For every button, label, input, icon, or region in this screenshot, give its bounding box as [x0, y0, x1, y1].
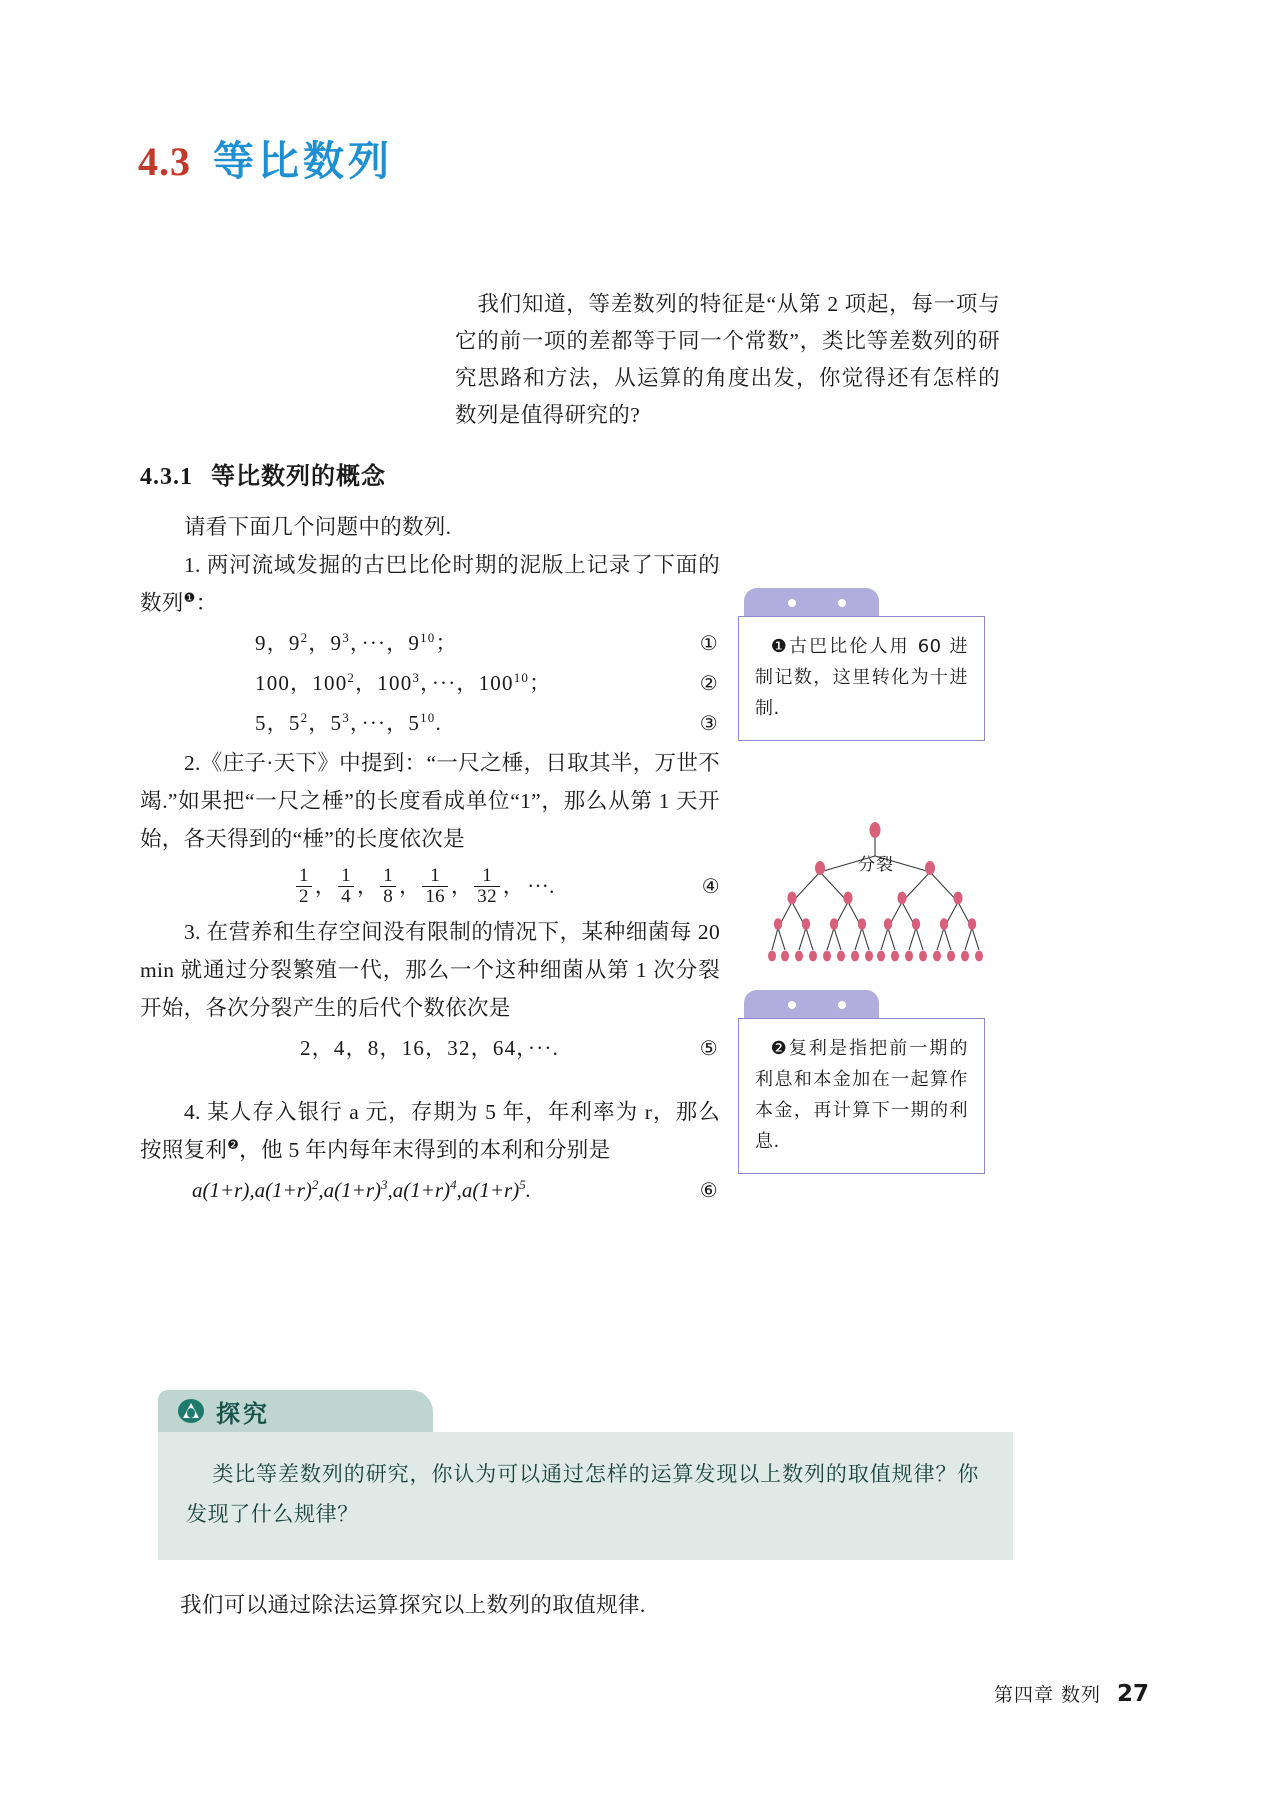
sequence-3-tag: ③ [699, 711, 718, 735]
problem-4-text-b: ，他 5 年内每年末得到的本利和分别是 [239, 1137, 611, 1162]
explore-text: 类比等差数列的研究，你认为可以通过怎样的运算发现以上数列的取值规律？你发现了什么规律？ [186, 1462, 979, 1526]
note-marker-2: ❷ [769, 1038, 789, 1059]
sequence-5-tag: ⑤ [699, 1035, 718, 1060]
explore-tab [158, 1390, 433, 1432]
explore-label: 探究 [216, 1399, 270, 1428]
fraction-list: $\frac{1}{2}$ ， $\frac{1}{4}$ ， $\frac{1}{8}$ ， $\frac{1}{16}$ ， $\frac{1}{32}$ ， ···. [295, 866, 556, 907]
sequence-6-expression: $a(1+r),a(1+r)^2,a(1+r)^3,a(1+r)^4,a(1+r)^5$. [192, 1176, 531, 1202]
figure-label: 分裂 [858, 855, 894, 875]
sequence-1-tag: ① [699, 631, 718, 655]
body-column [140, 508, 720, 1211]
section-title: 等比数列的概念 [211, 462, 386, 490]
fraction-tag: ④ [701, 874, 720, 899]
problem-1-text: 1. 两河流域发掘的古巴比伦时期的泥版上记录了下面的数列 [140, 553, 720, 615]
sequence-row-5 [140, 1029, 720, 1067]
note-tab-1 [744, 588, 879, 616]
footer-chapter: 第四章 数列 [993, 1684, 1101, 1706]
sequence-2-expression: 100，$100^2$，$100^3$，···，$100^{10}$； [255, 670, 552, 695]
explore-icon [176, 1396, 206, 1426]
sequence-row-2 [140, 664, 720, 702]
note-body-1 [738, 616, 985, 741]
title-text: 等比数列 [213, 137, 393, 185]
sequence-row-1 [140, 624, 720, 662]
sequence-row-6 [140, 1171, 720, 1209]
lead-paragraph: 请看下面几个问题中的数列. [184, 515, 452, 539]
note-marker-1: ❶ [769, 636, 789, 657]
explore-body [158, 1432, 1013, 1560]
problem-2-paragraph: 2.《庄子·天下》中提到：“一尺之棰，日取其半，万世不竭.”如果把“一尺之棰”的长度看成单位“1”，那么从第 1 天开始，各天得到的“棰”的长度依次是 [140, 751, 720, 851]
sequence-row-3 [140, 704, 720, 742]
sequence-5-expression: 2，4，8，16，32，64，···. [300, 1035, 560, 1060]
sequence-3-expression: 5，$5^2$，$5^3$，···，$5^{10}$. [255, 710, 442, 735]
footnote-marker-2: ❷ [227, 1137, 240, 1153]
page-title [138, 128, 393, 187]
closing-paragraph: 我们可以通过除法运算探究以上数列的取值规律. [180, 1593, 646, 1617]
note-text-2: 复利是指把前一期的利息和本金加在一起算作本金，再计算下一期的利息. [755, 1038, 968, 1152]
sequence-1-expression: 9，$9^2$，$9^3$，···，$9^{10}$； [255, 630, 458, 655]
section-number: 4.3.1 [140, 464, 193, 490]
problem-1-paragraph [140, 546, 720, 622]
footer-page-number: 27 [1116, 1681, 1149, 1707]
sequence-2-tag: ② [699, 671, 718, 695]
problem-4-text-a: 4. 某人存入银行 a 元，存期为 5 年，年利率为 r，那么按照复利 [140, 1099, 720, 1162]
explore-box [158, 1390, 1013, 1560]
fraction-ellipsis: ···. [527, 873, 555, 898]
intro-text: 我们知道，等差数列的特征是“从第 2 项起，每一项与它的前一项的差都等于同一个常数”，类比等差数列的研究思路和方法，从运算的角度出发，你觉得还有怎样的数列是值得研究的? [455, 292, 1000, 427]
page-footer [994, 1680, 1149, 1707]
note-tab-dot-icon [788, 1001, 796, 1009]
fraction: $\frac{1}{2}$ [296, 866, 312, 907]
note-tab-2 [744, 990, 879, 1018]
fraction-sequence-row [140, 866, 720, 907]
problem-1-colon: ： [195, 591, 218, 615]
fraction: $\frac{1}{16}$ [422, 866, 448, 907]
binary-tree-figure [760, 820, 990, 980]
problem-4-paragraph [140, 1093, 720, 1169]
note-text-1: 古巴比伦人用 60 进制记数，这里转化为十进制. [755, 636, 968, 719]
note-tab-dot-icon [838, 1001, 846, 1009]
sidebar-note-1 [738, 588, 985, 741]
sidebar-note-2 [738, 990, 985, 1174]
footnote-marker-1: ❶ [183, 590, 196, 606]
title-number: 4.3 [138, 139, 191, 184]
note-body-2 [738, 1018, 985, 1174]
section-heading [140, 456, 386, 491]
sequence-6-tag: ⑥ [699, 1177, 718, 1202]
note-tab-dot-icon [788, 599, 796, 607]
intro-paragraph [455, 286, 1000, 434]
fraction: $\frac{1}{4}$ [338, 866, 354, 907]
problem-3-paragraph: 3. 在营养和生存空间没有限制的情况下，某种细菌每 20 min 就通过分裂繁殖一代，那么一个这种细菌从第 1 次分裂开始，各次分裂产生的后代个数依次是 [140, 919, 720, 1020]
note-tab-dot-icon [838, 599, 846, 607]
fraction: $\frac{1}{32}$ [474, 866, 500, 907]
fraction: $\frac{1}{8}$ [380, 866, 396, 907]
